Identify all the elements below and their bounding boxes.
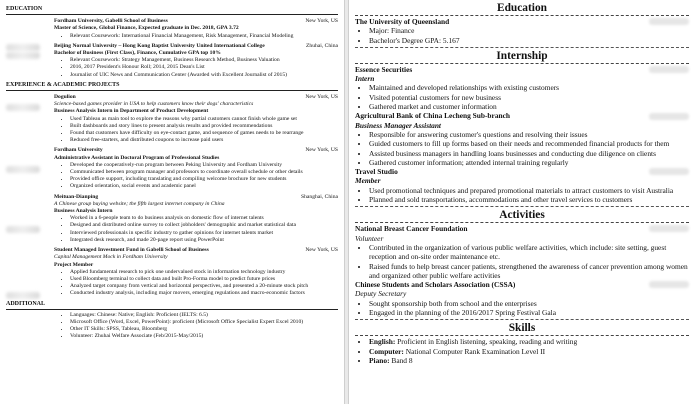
- skill-label: Computer:: [369, 346, 404, 356]
- education-entry: [54, 43, 338, 79]
- school-name: Fordham University, Gabelli School of Business: [54, 18, 168, 25]
- org-description: A Chinese group buying website; the fifth largest internet company in China: [54, 200, 225, 207]
- skill-label: English:: [369, 337, 396, 347]
- org-name: National Breast Cancer Foundation: [355, 224, 468, 234]
- org-name: Meituan-Dianping: [54, 193, 99, 200]
- list-item: • Built dashboards and story lines to present analysis results and provided recommendations: [70, 123, 338, 130]
- list-item: • Guided customers to fill up forms based on their needs and recommended financial products for them: [369, 139, 689, 148]
- redacted-date: [649, 113, 689, 120]
- location: New York, US: [305, 247, 338, 254]
- list-item: • Contributed in the organization of various public welfare activities, which include: site setting, guest reception and on-site order maintenance etc.: [369, 243, 689, 262]
- list-item: • Engaged in the planning of the 2016/2017 Spring Festival Gala: [369, 308, 689, 317]
- section-heading-experience: EXPERIENCE & ACADEMIC PROJECTS: [6, 82, 338, 91]
- list-item: • Relevant Coursework: International Financial Management, Risk Management, Financial Modeling: [70, 33, 338, 40]
- location: Shanghai, China: [301, 193, 338, 200]
- divider: [355, 47, 689, 48]
- org-description: Capital Management Mock in Fordham University: [54, 254, 168, 261]
- list-item: • Found that customers have difficulty on eye-contact game, and sequence of games needs to be rearrange: [70, 130, 338, 137]
- list-item: • Conducted industry analysis, including major movers, emerging regulations and macro-economic factors: [70, 290, 338, 297]
- location: New York, US: [305, 94, 338, 101]
- list-item: • Developed the cooperatively-run program between Peking University and Fordham University: [70, 162, 338, 169]
- list-item: • Provided office support, including translating and compiling welcome brochure for new students: [70, 176, 338, 183]
- redacted-date: [649, 168, 689, 175]
- location: New York, US: [305, 147, 338, 154]
- role: Business Manager Assistant: [355, 120, 441, 130]
- role: Deputy Secretary: [355, 289, 407, 299]
- list-item: • Responsible for answering customer's questions and resolving their issues: [369, 130, 689, 139]
- degree: Bachelor of Business (First Class), Finance, Cumulative GPA top 10%: [54, 50, 221, 57]
- org-name: Student Managed Investment Fund in Gabelli School of Business: [54, 247, 209, 254]
- section-heading-internship: Internship: [355, 50, 689, 64]
- role: Volunteer: [355, 233, 384, 243]
- experience-entry: [54, 247, 338, 297]
- role: Intern: [355, 74, 375, 84]
- list-item: • Gathered market and customer information: [369, 102, 689, 111]
- redacted-date: [649, 225, 689, 232]
- list-item: • Reduced free-starters, and distributed coupons to increase paid users: [70, 137, 338, 144]
- org-name: Chinese Students and Scholars Association (CSSA): [355, 280, 516, 290]
- list-item: • Applied fundamental research to pick one undervalued stock in information technology industry: [70, 269, 338, 276]
- resume-page-right: [348, 0, 694, 404]
- school-name: Beijing Normal University – Hong Kong Baptist University United International College: [54, 42, 265, 49]
- list-item: • Interviewed professionals in specific industry to gather opinions for internet talents market: [70, 230, 338, 237]
- resume-page-left: [0, 0, 345, 404]
- list-item: • Bachelor's Degree GPA: 5.167: [369, 36, 689, 45]
- list-item: • Integrated desk research, and made 20-page report using PowerPoint: [70, 237, 338, 244]
- list-item: • Sought sponsorship both from school and the enterprises: [369, 299, 689, 308]
- school-name: The University of Queensland: [355, 17, 450, 26]
- skill-item: [369, 356, 689, 365]
- list-item: • Designed and distributed online survey to collect jobholders' demographic and market statistical data: [70, 222, 338, 229]
- org-description: Science-based games provider in USA to help customers know their dogs' characteristics: [54, 101, 254, 108]
- org-name: Essence Securities: [355, 64, 413, 74]
- list-item: • Major: Finance: [369, 26, 689, 35]
- section-heading-education: Education: [355, 2, 689, 16]
- org-name: Dogulion: [54, 94, 76, 101]
- role: Administrative Assistant in Doctoral Program of Professional Studies: [54, 154, 220, 161]
- list-item: • Communicated between program manager and professors to coordinate overall schedule or other details: [70, 169, 338, 176]
- list-item: • Raised funds to help breast cancer patients, strengthened the awareness of cancer prevention among women and organized other public welfare activities: [369, 262, 689, 281]
- section-heading-skills: Skills: [355, 322, 689, 336]
- experience-entry: [54, 147, 338, 190]
- list-item: • Gathered customer information; attended internal training regularly: [369, 158, 689, 167]
- list-item: • Used Tableau as main tool to explore the reasons why partial customers cannot finish whole game set: [70, 116, 338, 123]
- list-item: • Worked in a 6-people team to do business analysis on domestic flow of internet talents: [70, 215, 338, 222]
- list-item: • Assisted business managers in handling loans businesses and conducting due diligence on clients: [369, 149, 689, 158]
- redacted-date: [649, 66, 689, 73]
- redacted-date: [649, 281, 689, 288]
- list-item: • Analyzed target company from vertical and horizontal perspectives, and presented a 20-minute stock pitch: [70, 283, 338, 290]
- divider: [355, 206, 689, 207]
- role: Business Analysis Intern in Department of Product Development: [54, 108, 209, 115]
- redacted-date: [649, 18, 689, 25]
- org-name: Agricultural Bank of China Lecheng Sub-branch: [355, 111, 511, 121]
- location: Zhuhai, China: [305, 42, 338, 49]
- list-item: • Used promotional techniques and prepared promotional materials to attract customers to visit Australia: [369, 186, 689, 195]
- list-item: • Journalist of UIC News and Communication Center (Awarded with Excellent Journalist of 2015): [70, 72, 338, 79]
- list-item: • Relevant Coursework: Strategy Management, Business Research Method, Business Valuation: [70, 57, 338, 64]
- role: Business Analysis Intern: [54, 208, 113, 215]
- list-item: • Other IT Skills: SPSS, Tableau, Bloomberg: [70, 326, 338, 333]
- list-item: • Planned and sold transportations, accommodations and other travel services to customers: [369, 195, 689, 204]
- skill-label: Piano:: [369, 355, 390, 365]
- section-heading-activities: Activities: [355, 209, 689, 223]
- role: Project Member: [54, 261, 94, 268]
- list-item: • Maintained and developed relationships with existing customers: [369, 83, 689, 92]
- list-item: • Used Bloomberg terminal to collect data and built Pro-Forma model to predict future prices: [70, 276, 338, 283]
- location: New York, US: [305, 18, 338, 25]
- skill-text: National Computer Rank Examination Level II: [405, 346, 546, 356]
- section-heading-additional: ADDITIONAL: [6, 301, 338, 310]
- org-name: Travel Studio: [355, 167, 398, 177]
- role: Member: [355, 176, 381, 186]
- section-heading-education: EDUCATION: [6, 6, 338, 15]
- list-item: • Microsoft Office (Word, Excel, PowerPoint): proficient (Microsoft Office Specialist Expert Excel 2010): [70, 319, 338, 326]
- list-item: • Visited potential customers for new business: [369, 93, 689, 102]
- list-item: • Languages: Chinese: Native; English: Proficient (IELTS: 6.5): [70, 312, 338, 319]
- list-item: • 2016, 2017 President's Honour Roll; 2014, 2015 Dean's List: [70, 64, 338, 71]
- skill-text: Proficient in English listening, speaking, reading and writing: [397, 337, 578, 347]
- degree: Master of Science, Global Finance, Expected graduate in Dec. 2018, GPA 3.72: [54, 25, 239, 32]
- skill-item: [369, 347, 689, 356]
- additional-entry: [54, 312, 338, 341]
- org-name: Fordham University: [54, 147, 103, 154]
- experience-entry: [54, 194, 338, 244]
- education-entry: [54, 18, 338, 40]
- list-item: • Organized orientation, social events and academic panel: [70, 183, 338, 190]
- divider: [355, 319, 689, 320]
- skill-text: Band 8: [391, 355, 413, 365]
- skill-item: [369, 337, 689, 346]
- experience-entry: [54, 94, 338, 144]
- list-item: • Volunteer: Zhuhai Welfare Associate (Feb/2015-May/2015): [70, 333, 338, 340]
